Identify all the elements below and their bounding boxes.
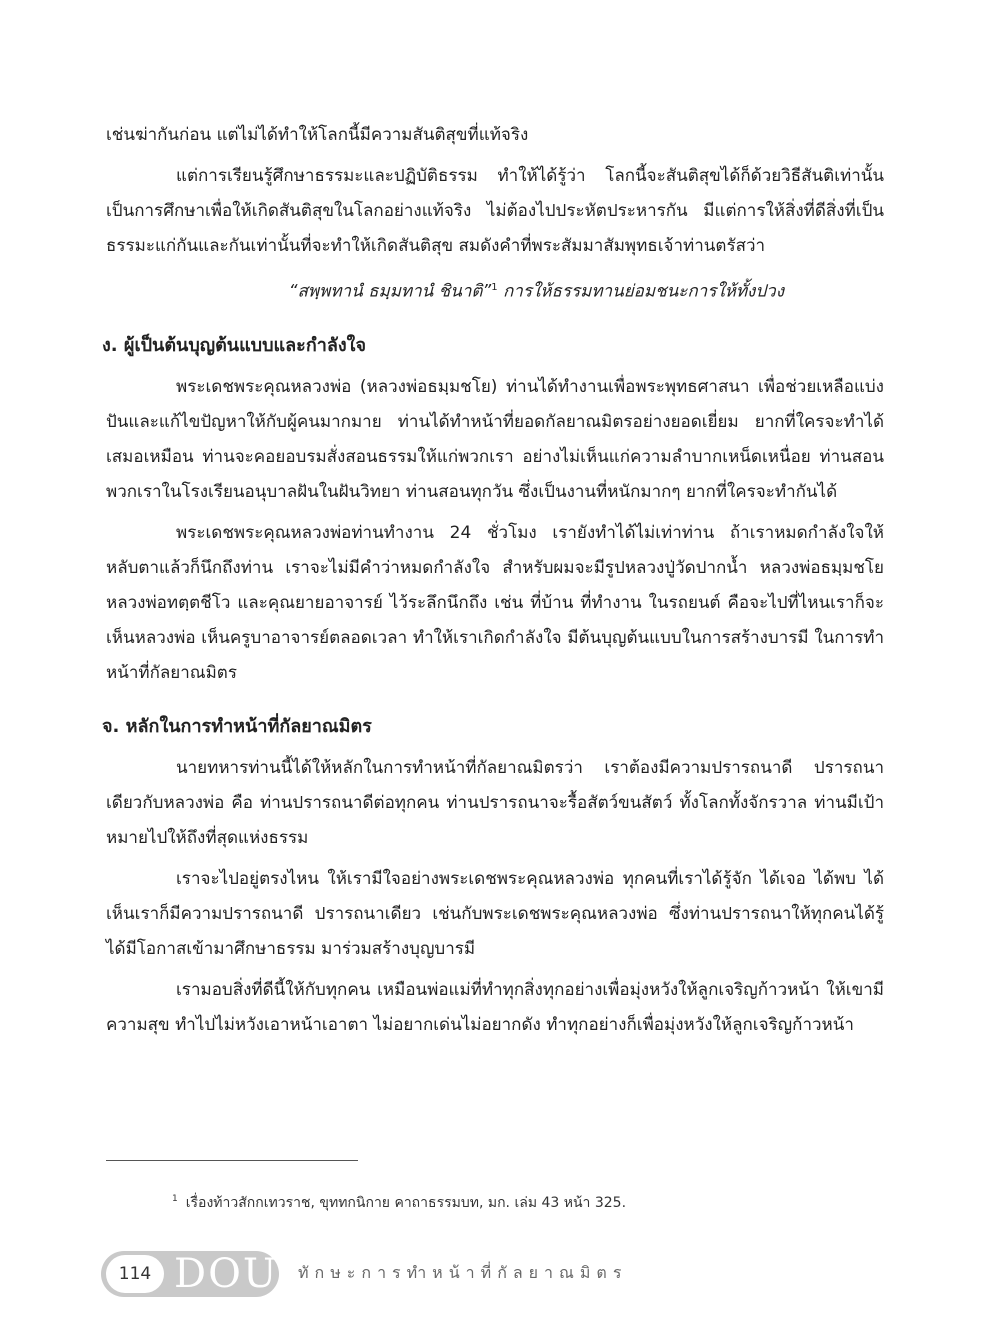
footnote-divider [106,1160,358,1161]
footnote-ref: 1 [491,282,498,293]
paragraph: พระเดชพระคุณหลวงพ่อ (หลวงพ่อธมฺมชโย) ท่านได้ทำงานเพื่อพระพุทธศาสนา เพื่อช่วยเหลือแบ่งปันและแก้ไขปัญหาให้กับผู้คนมากมาย ท่านได้ทำหน้าที่ยอดกัลยาณมิตรอย่างยอดเยี่ยม ยากที่ใครจะทำได้เสมอเหมือน ท่านจะคอยอบรมสั่งสอนธรรมให้แก่พวกเรา อย่างไม่เห็นแก่ความลำบากเหน็ดเหนื่อย ท่านสอนพวกเราในโรงเรียนอนุบาลฝันในฝันวิทยา ท่านสอนทุกวัน ซึ่งเป็นงานที่หนักมากๆ ยากที่ใครจะทำกันได้ [106,376,884,502]
footnote-marker: 1 [172,1194,178,1205]
section-heading: ง. ผู้เป็นต้นบุญต้นแบบและกำลังใจ [102,334,366,356]
paragraph: เราจะไปอยู่ตรงไหน ให้เรามีใจอย่างพระเดชพระคุณหลวงพ่อ ทุกคนที่เราได้รู้จัก ได้เจอ ได้พบ ได้เห็นเราก็มีความปรารถนาดี ปรารถนาเดียว เช่นกับพระเดชพระคุณหลวงพ่อ ซึ่งท่านปรารถนาให้ทุกคนได้รู้ ได้มีโอกาสเข้ามาศึกษาธรรม มาร่วมสร้างบุญบารมี [106,868,884,959]
section-heading: จ. หลักในการทำหน้าที่กัลยาณมิตร [102,715,372,737]
continuation-line: เช่นฆ่ากันก่อน แต่ไม่ได้ทำให้โลกนี้มีความสันติสุขที่แท้จริง [106,125,529,145]
pali-quote [106,270,884,310]
paragraph: นายทหารท่านนี้ได้ให้หลักในการทำหน้าที่กัลยาณมิตรว่า เราต้องมีความปรารถนาดี ปรารถนาเดียวกับหลวงพ่อ คือ ท่านปรารถนาดีต่อทุกคน ท่านปรารถนาจะรื้อสัตว์ขนสัตว์ ทั้งโลกทั้งจักรวาล ท่านมีเป้าหมายไปให้ถึงที่สุดแห่งธรรม [106,757,884,848]
footnote [172,1192,626,1214]
quote-pali: “สพฺพทานํ ธมฺมทานํ ชินาติ” [288,281,492,302]
book-title: ทักษะการทำหน้าที่กัลยาณมิตร [298,1263,628,1282]
paragraph: เรามอบสิ่งที่ดีนี้ให้กับทุกคน เหมือนพ่อแม่ที่ทำทุกสิ่งทุกอย่างเพื่อมุ่งหวังให้ลูกเจริญก้าวหน้า ให้เขามีความสุข ทำไปไม่หวังเอาหน้าเอาตา ไม่อยากเด่นไม่อยากดัง ทำทุกอย่างก็เพื่อมุ่งหวังให้ลูกเจริญก้าวหน้า [106,979,884,1035]
dou-logo: DOU [174,1251,279,1297]
quote-translation: การให้ธรรมทานย่อมชนะการให้ทั้งปวง [503,281,784,302]
paragraph: แต่การเรียนรู้ศึกษาธรรมะและปฏิบัติธรรม ทำให้ได้รู้ว่า โลกนี้จะสันติสุขได้ก็ด้วยวิธีสันติเท่านั้น เป็นการศึกษาเพื่อให้เกิดสันติสุขในโลกอย่างแท้จริง ไม่ต้องไปประหัตประหารกัน มีแต่การให้สิ่งที่ดีสิ่งที่เป็นธรรมะแก่กันและกันเท่านั้นที่จะทำให้เกิดสันติสุข สมดังคำที่พระสัมมาสัมพุทธเจ้าท่านตรัสว่า [106,166,884,256]
page-number: 114 [106,1255,164,1293]
footnote-text: เรื่องท้าวสักกเทวราช, ขุททกนิกาย คาถาธรรมบท, มก. เล่ม 43 หน้า 325. [185,1195,627,1211]
paragraph: พระเดชพระคุณหลวงพ่อท่านทำงาน 24 ชั่วโมง เรายังทำได้ไม่เท่าท่าน ถ้าเราหมดกำลังใจให้หลับตาแล้วก็นึกถึงท่าน เราจะไม่มีคำว่าหมดกำลังใจ สำหรับผมจะมีรูปหลวงปู่วัดปากน้ำ หลวงพ่อธมฺมชโย หลวงพ่อทตฺตชีโว และคุณยายอาจารย์ ไว้ระลึกนึกถึง เช่น ที่บ้าน ที่ทำงาน ในรถยนต์ คือจะไปที่ไหนเราก็จะเห็นหลวงพ่อ เห็นครูบาอาจารย์ตลอดเวลา ทำให้เราเกิดกำลังใจ มีต้นบุญต้นแบบในการสร้างบารมี ในการทำหน้าที่กัลยาณมิตร [106,522,884,683]
body-text [102,118,884,1049]
